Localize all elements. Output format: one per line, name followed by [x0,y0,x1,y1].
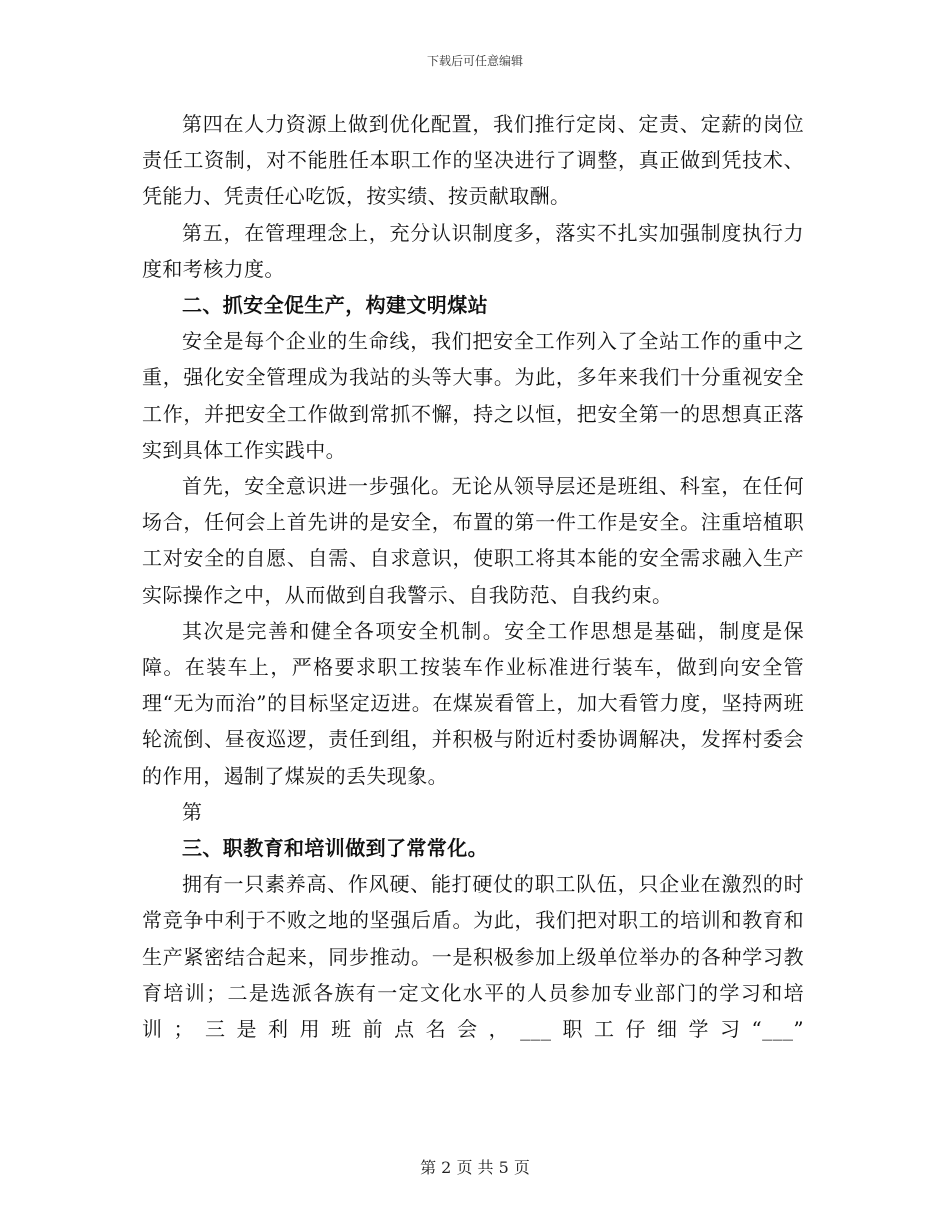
document-body [142,106,804,1047]
paragraph-management-concept: 第五，在管理理念上，充分认识制度多，落实不扎实加强制度执行力度和考核力度。 [142,220,804,281]
paragraph-safety-lifeline: 安全是每个企业的生命线，我们把安全工作列入了全站工作的重中之重，强化安全管理成为我站的头等大事。为此，多年来我们十分重视安全工作，并把安全工作做到常抓不懈，持之以恒，把安全第一的思想真正落实到具体工作实践中。 [142,329,804,462]
paragraph-fragment: 第 [182,799,203,824]
page-number: 第 2 页 共 5 页 [420,1158,530,1177]
paragraph-safety-mechanism: 其次是完善和健全各项安全机制。安全工作思想是基础，制度是保障。在装车上，严格要求职工按装车作业标准进行装车，做到向安全管理“无为而治”的目标坚定迈进。在煤炭看管上，加大看管力度，坚持两班轮流倒、昼夜巡逻，责任到组，并积极与附近村委协调解决，发挥村委会的作用，遏制了煤炭的丢失现象。 [142,618,804,788]
paragraph-hr-allocation: 第四在人力资源上做到优化配置，我们推行定岗、定责、定薪的岗位责任工资制，对不能胜任本职工作的坚决进行了调整，真正做到凭技术、凭能力、凭责任心吃饭，按实绩、按贡献取酬。 [142,112,804,209]
paragraph-workforce-training: 拥有一只素养高、作风硬、能打硬仗的职工队伍，只企业在激烈的时常竞争中利于不败之地的坚强后盾。为此，我们把对职工的培训和教育和生产紧密结合起来，同步推动。一是积极参加上级单位举办的各种学习教育培训；二是选派各族有一定文化水平的人员参加专业部门的学习和培训；三是利用班前点名会，___职工仔细学习“___” [142,872,804,1042]
section-heading-training: 三、职教育和培训做到了常常化。 [182,836,488,861]
paragraph-safety-awareness: 首先，安全意识进一步强化。无论从领导层还是班组、科室，在任何场合，任何会上首先讲的是安全，布置的第一件工作是安全。注重培植职工对安全的自愿、自需、自求意识，使职工将其本能的安全需求融入生产实际操作之中，从而做到自我警示、自我防范、自我约束。 [142,474,804,607]
page-header: 下载后可任意编辑 [426,54,523,68]
section-heading-safety: 二、抓安全促生产，构建文明煤站 [182,293,488,318]
